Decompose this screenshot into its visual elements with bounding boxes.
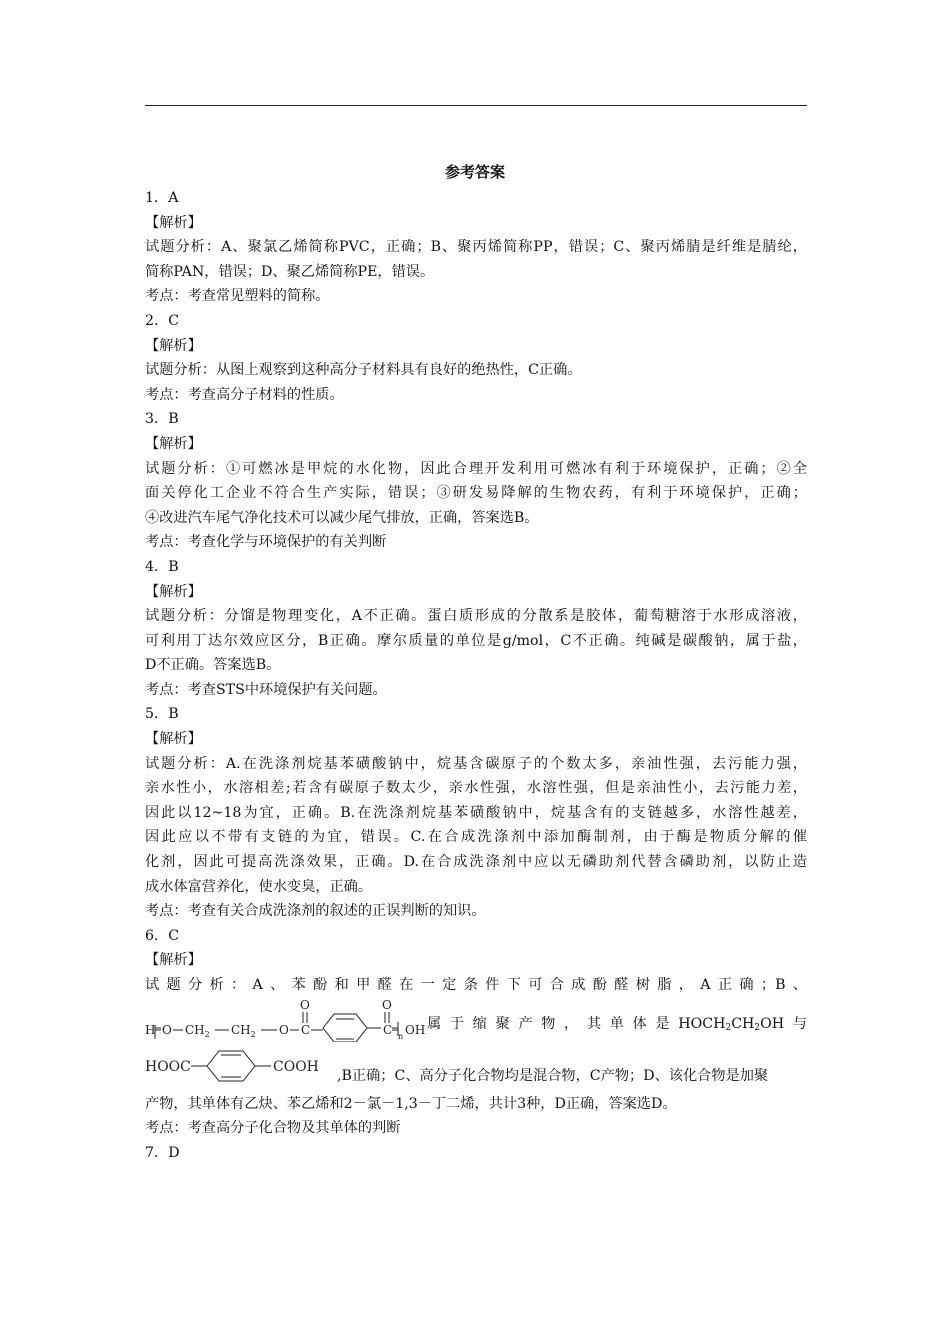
polyester-structure <box>145 998 435 1042</box>
formula-c: C <box>301 1022 311 1037</box>
answer-number: 1．A <box>145 190 179 206</box>
formula-c: C <box>383 1022 393 1037</box>
analysis-line: 简称PAN，错误；D、聚乙烯简称PE，错误。 <box>145 263 435 280</box>
carbonyl-o: O <box>382 997 392 1012</box>
terephthalic-acid-structure <box>145 1042 335 1092</box>
analysis-line: 亲水性小，水溶相差;若含有碳原子数太少，亲水性强，水溶性强，但是亲油性小，去污能力差， <box>145 780 807 797</box>
analysis-tag: 【解析】 <box>145 214 202 231</box>
analysis-line: 试题分析：A、苯酚和甲醛在一定条件下可合成酚醛树脂，A正确；B、 <box>145 977 807 993</box>
header-rule <box>145 105 807 106</box>
formula-ch2: $CH_2$ <box>185 1022 210 1039</box>
analysis-line: 化剂，因此可提高洗涤效果，正确。D.在合成洗涤剂中应以无磷助剂代替含磷助剂，以防止造 <box>145 854 807 871</box>
analysis-tag: 【解析】 <box>145 435 202 452</box>
exam-point: 考点：考查高分子材料的性质。 <box>145 386 344 403</box>
analysis-line: 可利用丁达尔效应区分，B正确。摩尔质量的单位是g/mol，C不正确。纯碱是碳酸钠，属于盐， <box>145 632 807 649</box>
analysis-line: ,B正确；C、高分子化合物均是混合物，C产物；D、该化合物是加聚 <box>337 1067 769 1084</box>
answer-number: 2．C <box>145 312 180 329</box>
analysis-line: 试题分析：分馏是物理变化，A不正确。蛋白质形成的分散系是胶体，葡萄糖溶于水形成溶液， <box>145 608 807 625</box>
analysis-line: 成水体富营养化，使水变臭，正确。 <box>145 878 373 895</box>
exam-point: 考点：考查高分子化合物及其单体的判断 <box>145 1120 401 1137</box>
formula-o: O <box>279 1022 289 1037</box>
formula-oh: OH <box>405 1022 426 1037</box>
analysis-tag: 【解析】 <box>145 337 202 354</box>
analysis-tag: 【解析】 <box>145 952 202 969</box>
answer-number: 6．C <box>145 927 180 944</box>
analysis-line: ④改进汽车尾气净化技术可以减少尾气排放，正确，答案选B。 <box>145 509 539 526</box>
exam-point: 考点：考查常见塑料的简称。 <box>145 288 330 305</box>
exam-point: 考点：考查有关合成洗涤剂的叙述的正误判断的知识。 <box>145 903 486 920</box>
formula-ch2: $CH_2$ <box>231 1022 256 1039</box>
analysis-line: 面关停化工企业不符合生产实际，错误；③研发易降解的生物农药，有利于环境保护，正确； <box>145 485 807 502</box>
carbonyl-o: O <box>300 997 310 1012</box>
repeat-n: n <box>398 1031 404 1041</box>
exam-point: 考点：考查化学与环境保护的有关判断 <box>145 534 387 551</box>
formula-h: H <box>145 1022 156 1037</box>
answer-list <box>145 186 807 1165</box>
analysis-tag: 【解析】 <box>145 731 202 748</box>
analysis-line: 属于缩聚产物，其单体是$HOCH_2CH_2OH$与 <box>427 1015 807 1033</box>
analysis-line: 试题分析：A.在洗涤剂烷基苯磺酸钠中，烷基含碳原子的个数太多，亲油性强，去污能力强， <box>145 755 807 772</box>
formula-o: O <box>162 1022 172 1037</box>
answer-number: 7．D <box>145 1144 180 1161</box>
formula-cooh: COOH <box>273 1058 319 1075</box>
analysis-line: 因此应以不带有支链的为宜，错误。C.在合成洗涤剂中添加酶制剂，由于酶是物质分解的催 <box>145 829 807 846</box>
analysis-line: 产物，其单体有乙炔、苯乙烯和2－氯－1,3－丁二烯，共计3种，D正确，答案选D。 <box>145 1095 677 1112</box>
page-title: 参考答案 <box>444 163 505 181</box>
analysis-line: 因此以12~18为宜，正确。B.在洗涤剂烷基苯磺酸钠中，烷基含有的支链越多，水溶性越差， <box>145 804 807 821</box>
analysis-line: 试题分析：①可燃冰是甲烷的水化物，因此合理开发利用可燃冰有利于环境保护，正确；②全 <box>145 460 807 477</box>
answer-number: 3．B <box>145 411 179 428</box>
polymer-line <box>145 998 807 1042</box>
analysis-line: D不正确。答案选B。 <box>145 657 281 674</box>
answer-number: 4．B <box>145 558 179 575</box>
analysis-line: 试题分析：从图上观察到这种高分子材料具有良好的绝热性，C正确。 <box>145 362 582 379</box>
answer-number: 5．B <box>145 706 179 723</box>
monomer-line <box>145 1042 807 1092</box>
analysis-tag: 【解析】 <box>145 583 202 600</box>
analysis-line: 试题分析：A、聚氯乙烯简称PVC，正确；B、聚丙烯简称PP，错误；C、聚丙烯腈是纤维是腈纶， <box>145 239 807 256</box>
formula-hooc: HOOC <box>145 1058 191 1075</box>
exam-point: 考点：考查STS中环境保护有关问题。 <box>145 681 387 698</box>
